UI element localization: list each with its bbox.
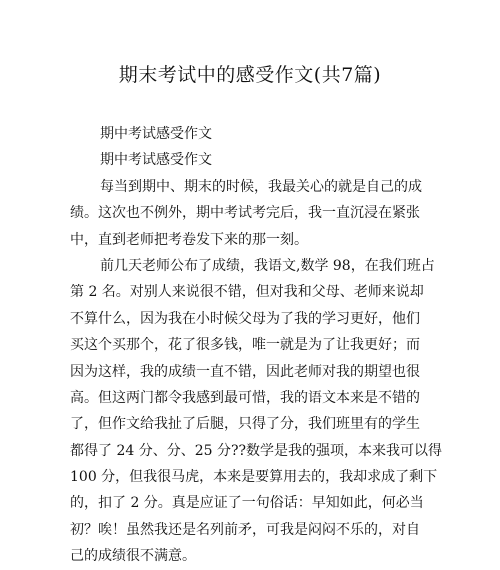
paragraph <box>70 174 438 253</box>
paragraph-line: 因为这样，我的成绩一直不错，因此老师对我的期望也很 <box>70 363 420 380</box>
paragraph-line: 己的成绩很不满意。 <box>70 548 196 565</box>
paragraph-line: 中，直到老师把考卷发下来的那一刻。 <box>70 231 308 248</box>
paragraph-line: 的，扣了 2 分。真是应证了一句俗话：早知如此，何必当 <box>70 495 424 512</box>
paragraph <box>70 253 442 570</box>
paragraph-line: 初？唉！虽然我还是名列前矛，可我是闷闷不乐的，对自 <box>70 521 420 538</box>
paragraph-line: 了，但作文给我扯了后腿，只得了分，我们班里有的学生 <box>70 416 420 433</box>
document-title: 期末考试中的感受作文(共7篇) <box>118 64 382 86</box>
paragraph-line: 买这个买那个，花了很多钱，唯一就是为了让我更好；而 <box>70 337 420 354</box>
paragraph-line: 不算什么，因为我在小时候父母为了我的学习更好，他们 <box>70 310 420 327</box>
paragraph-line: 绩。这次也不例外，期中考试考完后，我一直沉浸在紧张 <box>70 205 420 222</box>
paragraph-line: 都得了 24 分、分、25 分??数学是我的强项，本来我可以得 <box>70 442 442 459</box>
paragraph-line: 每当到期中、期末的时候，我最关心的就是自己的成 <box>100 178 422 195</box>
paragraph-line: 前几天老师公布了成绩，我语文,数学 98，在我们班占 <box>100 257 435 274</box>
subheading: 期中考试感受作文 <box>100 152 212 169</box>
document-body <box>70 121 442 570</box>
subheading: 期中考试感受作文 <box>100 126 212 142</box>
paragraph-line: 高。但这两门都令我感到最可惜，我的语文本来是不错的 <box>70 389 420 406</box>
paragraph-line: 第 2 名。对别人来说很不错，但对我和父母、老师来说却 <box>70 284 424 301</box>
paragraph-line: 100 分，但我很马虎，本来是要算用去的，我却求成了剩下 <box>70 469 438 486</box>
